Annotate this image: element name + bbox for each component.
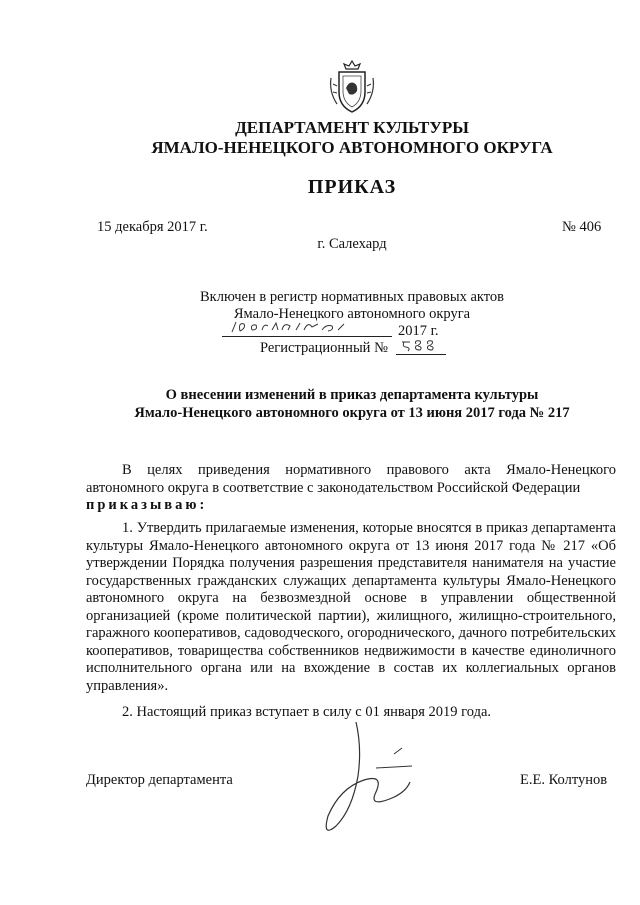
registry-stamp-line1: Включен в регистр нормативных правовых актов <box>200 289 504 305</box>
order-city: г. Салехард <box>317 236 387 252</box>
intro-paragraph <box>86 462 616 515</box>
registry-stamp-line2: Ямало-Ненецкого автономного округа <box>233 306 471 322</box>
department-name-line2: ЯМАЛО-НЕНЕЦКОГО АВТОНОМНОГО ОКРУГА <box>151 138 553 157</box>
order-item-1 <box>86 520 616 695</box>
document-title: ПРИКАЗ <box>307 176 397 198</box>
signer-position: Директор департамента <box>86 772 233 788</box>
signer-name: Е.Е. Колтунов <box>520 772 608 788</box>
intro-text: В целях приведения нормативного правового акта Ямало-Ненецкого автономного округа в соответствие с законодательством Российской Федерации <box>86 462 616 496</box>
handwritten-signature <box>306 718 446 848</box>
department-name-line1: ДЕПАРТАМЕНТ КУЛЬТУРЫ <box>235 118 469 137</box>
order-number: № 406 <box>562 219 602 235</box>
subject-line2: Ямало-Ненецкого автономного округа от 13 июня 2017 года № 217 <box>134 405 570 421</box>
order-item-2-text: 2. Настоящий приказ вступает в силу с 01 января 2019 года. <box>122 704 492 720</box>
registry-year: 2017 г. <box>398 323 439 339</box>
coat-of-arms-icon <box>327 58 377 118</box>
handwritten-registry-number <box>396 336 446 355</box>
orders-word: приказываю: <box>86 497 208 513</box>
subject-line1: О внесении изменений в приказ департамента культуры <box>165 387 539 403</box>
order-item-1-text: 1. Утвердить прилагаемые изменения, которые вносятся в приказ департамента культуры Ямало-Ненецкого автономного округа от 13 июня 2017 года № 217 «Об утверждении Порядка получения разрешения представителя нанимателя на участие государственных гражданских служащих департамента культуры Ямало-Ненецкого автономного округа на безвозмездной основе в управлении общественной организацией (кроме политической партии), жилищного, жилищно-строительного, гаражного кооперативов, садоводческого, огороднического, дачного потребительских кооперативов, товарищества собственников недвижимости в качестве единоличного исполнительного органа или на вхождение в состав их коллегиальных органов управления». <box>86 520 616 694</box>
registry-number-label: Регистрационный № <box>260 340 388 356</box>
order-date: 15 декабря 2017 г. <box>97 219 208 235</box>
handwritten-registry-date <box>222 318 392 337</box>
